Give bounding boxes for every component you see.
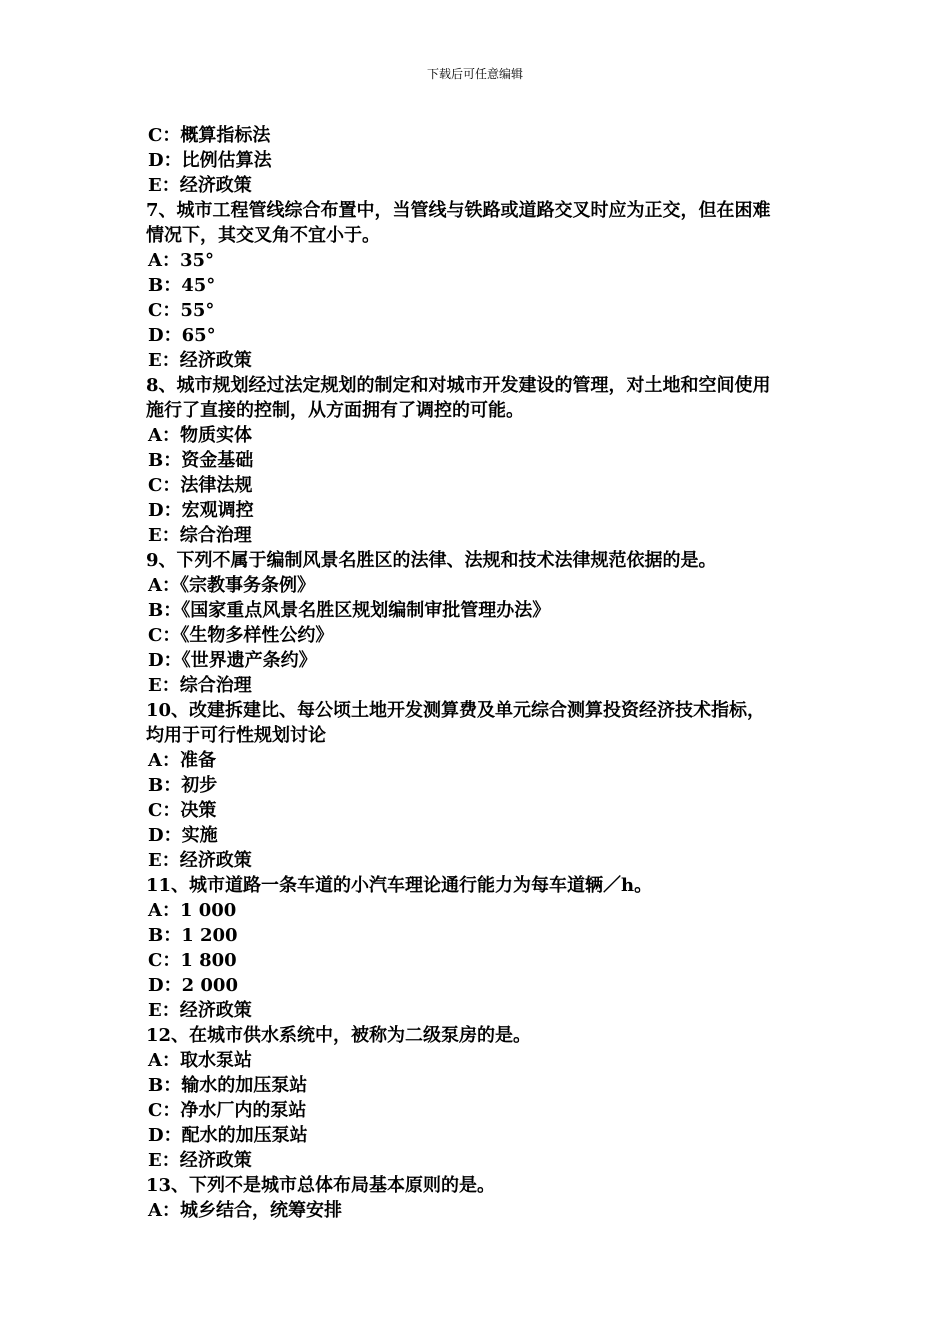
question-text-line: 13、下列不是城市总体布局基本原则的是。 (146, 1175, 496, 1196)
answer-option: C：概算指标法 (148, 125, 271, 146)
question-text-line: 情况下，其交叉角不宜小于。 (146, 225, 380, 246)
answer-option: C：55° (148, 300, 215, 321)
document-body (146, 123, 818, 1223)
answer-option: B：初步 (148, 775, 218, 796)
answer-option: B：1 200 (148, 925, 238, 946)
answer-option: B：45° (148, 275, 216, 296)
answer-option: A：1 000 (148, 900, 237, 921)
answer-option: A：城乡结合，统筹安排 (148, 1200, 342, 1221)
answer-option: A：准备 (148, 750, 216, 771)
answer-option: B：资金基础 (148, 450, 254, 471)
answer-option: A：35° (148, 250, 215, 271)
answer-option: C：净水厂内的泵站 (148, 1100, 307, 1121)
answer-option: D：宏观调控 (148, 500, 254, 521)
answer-option: D：《世界遗产条约》 (148, 650, 317, 671)
question-text-line: 9、下列不属于编制风景名胜区的法律、法规和技术法律规范依据的是。 (146, 550, 717, 571)
page-header: 下载后可任意编辑 (426, 67, 523, 81)
answer-option: C：《生物多样性公约》 (148, 625, 334, 646)
answer-option: D：比例估算法 (148, 150, 272, 171)
answer-option: A：物质实体 (148, 425, 252, 446)
question-text-line: 12、在城市供水系统中，被称为二级泵房的是。 (146, 1025, 532, 1046)
answer-option: E：综合治理 (148, 525, 252, 546)
answer-option: E：经济政策 (148, 1150, 252, 1171)
answer-option: E：综合治理 (148, 675, 252, 696)
question-text-line: 8、城市规划经过法定规划的制定和对城市开发建设的管理，对土地和空间使用 (146, 375, 771, 396)
question-text-line: 10、改建拆建比、每公顷土地开发测算费及单元综合测算投资经济技术指标， (146, 700, 766, 721)
question-text-line: 11、城市道路一条车道的小汽车理论通行能力为每车道辆／h。 (146, 875, 653, 896)
answer-option: D：2 000 (148, 975, 238, 996)
answer-option: C：1 800 (148, 950, 237, 971)
question-text-line: 均用于可行性规划讨论 (146, 725, 326, 746)
question-text-line: 施行了直接的控制，从方面拥有了调控的可能。 (146, 400, 524, 421)
answer-option: C：决策 (148, 800, 217, 821)
answer-option: E：经济政策 (148, 1000, 252, 1021)
answer-option: D：实施 (148, 825, 218, 846)
answer-option: E：经济政策 (148, 850, 252, 871)
answer-option: A：取水泵站 (148, 1050, 252, 1071)
answer-option: B：《国家重点风景名胜区规划编制审批管理办法》 (148, 600, 551, 621)
answer-option: D：65° (148, 325, 216, 346)
answer-option: A：《宗教事务条例》 (148, 575, 315, 596)
question-text-line: 7、城市工程管线综合布置中，当管线与铁路或道路交叉时应为正交，但在困难 (146, 200, 771, 221)
answer-option: E：经济政策 (148, 175, 252, 196)
answer-option: C：法律法规 (148, 475, 253, 496)
answer-option: B：输水的加压泵站 (148, 1075, 308, 1096)
answer-option: D：配水的加压泵站 (148, 1125, 308, 1146)
answer-option: E：经济政策 (148, 350, 252, 371)
